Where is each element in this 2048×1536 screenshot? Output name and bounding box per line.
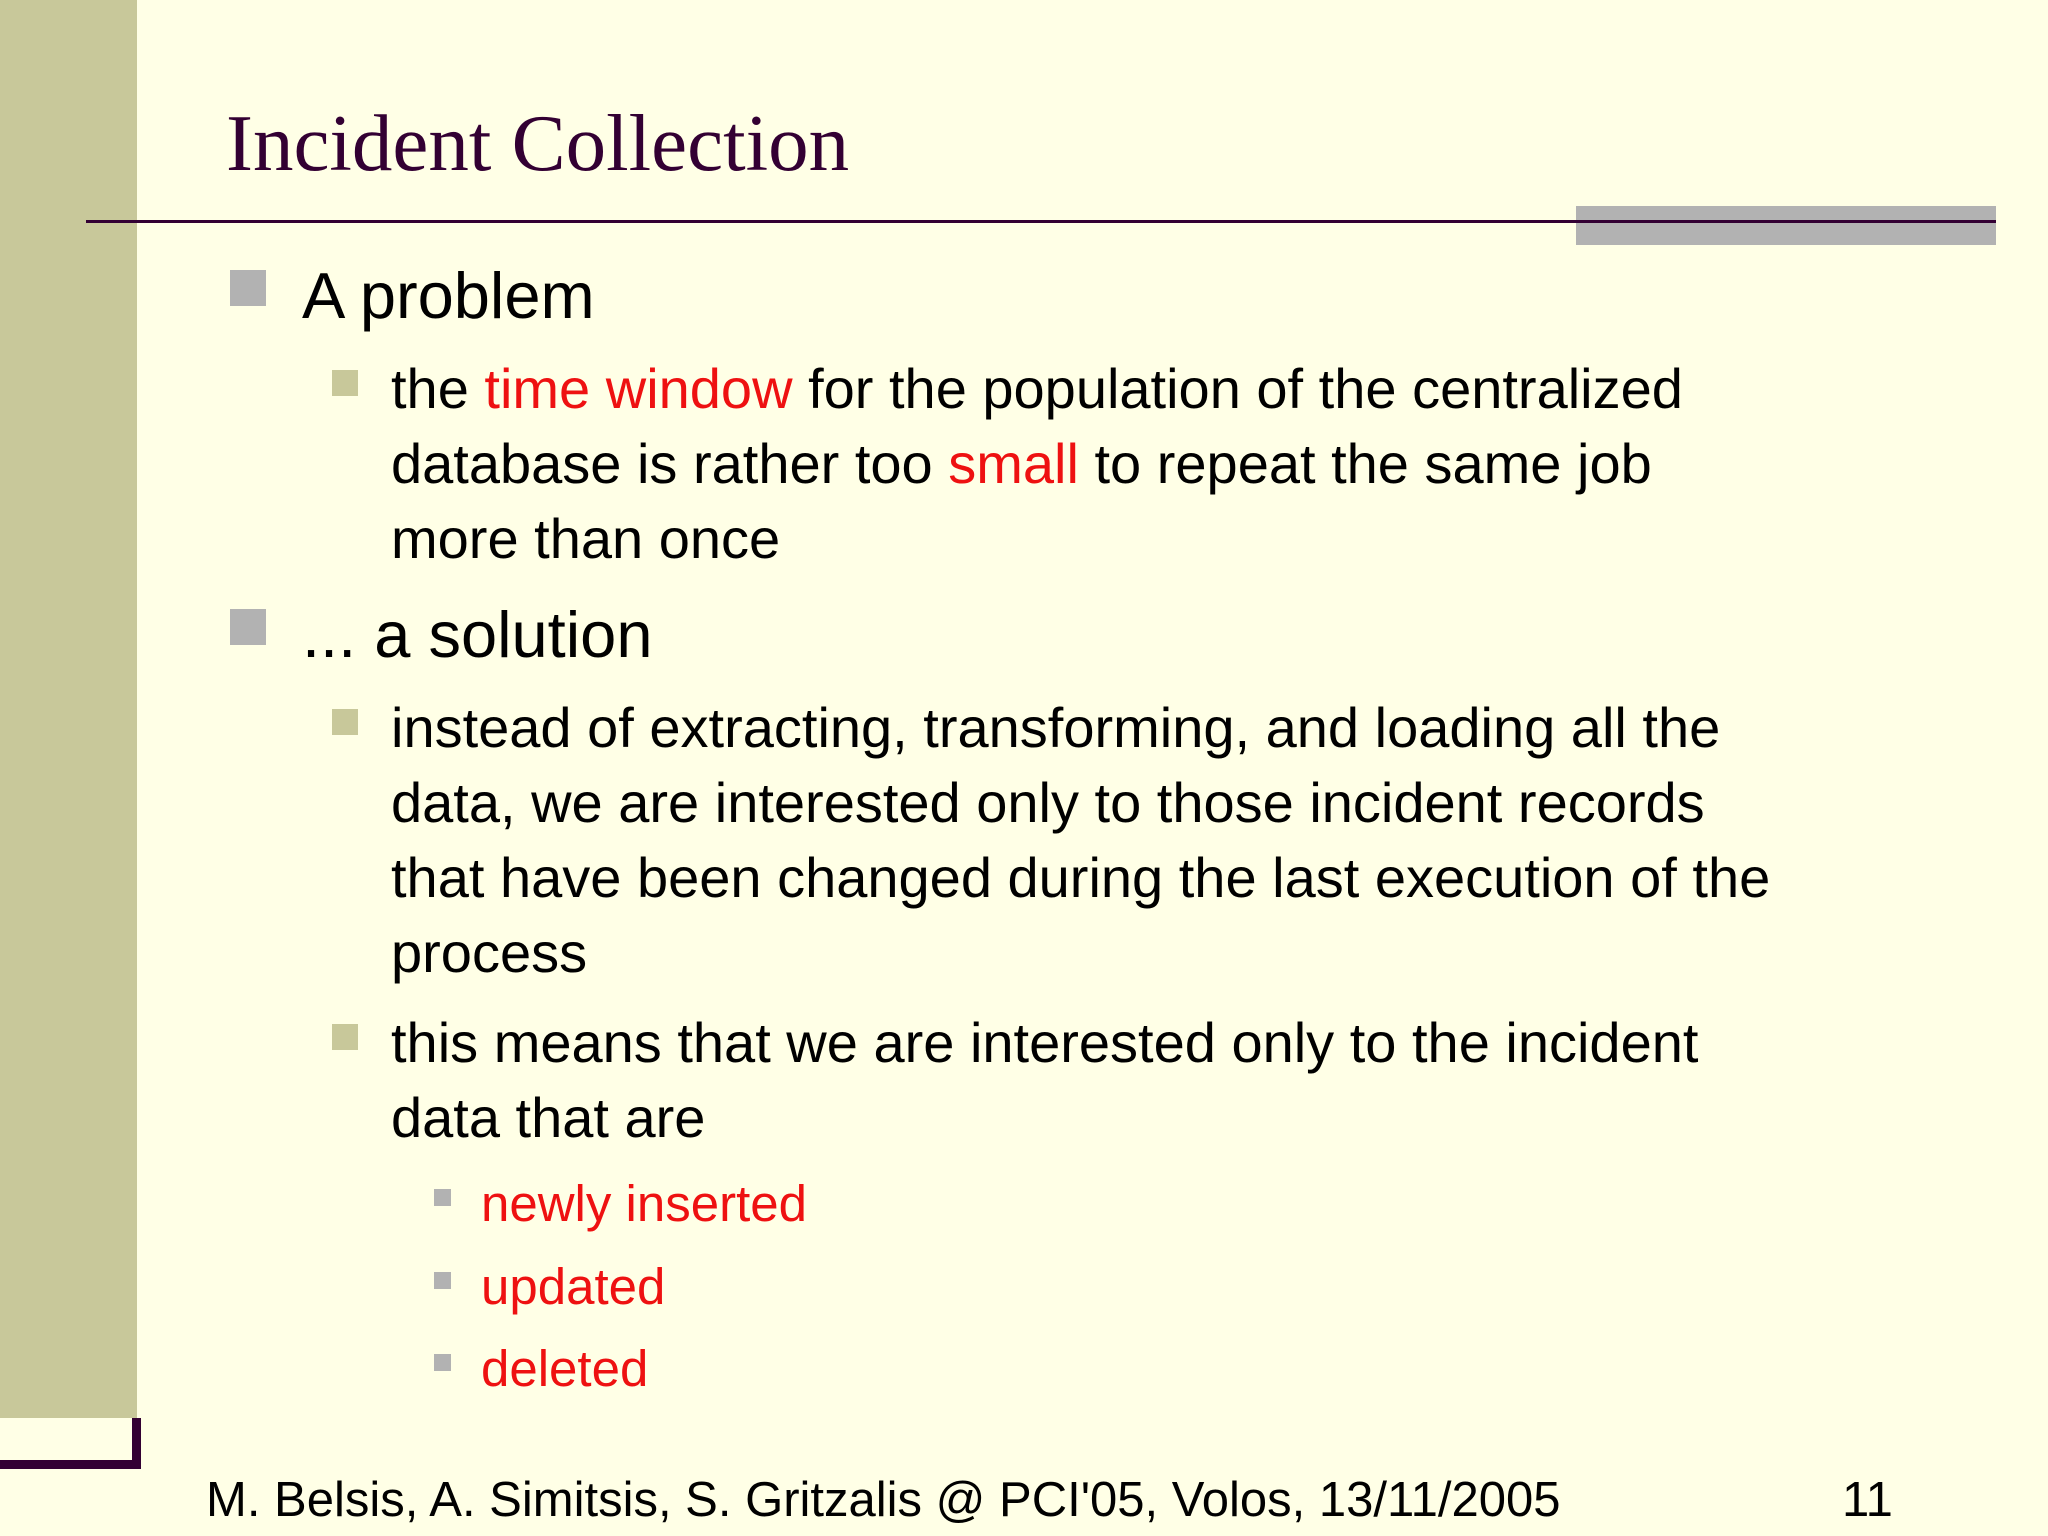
sub-bullet-means-line-1: this means that we are interested only to the incident — [391, 1011, 1699, 1074]
sub-bullet-square-icon — [332, 1024, 358, 1050]
sub-bullet-instead-line-1: instead of extracting, transforming, and loading all the — [391, 696, 1721, 759]
sub-bullet-square-icon — [332, 709, 358, 735]
slide-title: Incident Collection — [226, 98, 850, 188]
sub-sub-bullet-square-icon — [434, 1272, 451, 1289]
corner-bracket-vertical — [132, 1418, 141, 1469]
sub-sub-bullet-square-icon — [434, 1189, 451, 1206]
sub-bullet-time-window-line-2: database is rather too small to repeat the same job — [391, 432, 1652, 495]
sub-bullet-square-icon — [332, 370, 358, 396]
item-updated: updated — [481, 1258, 666, 1315]
left-decorative-bar — [0, 0, 137, 1418]
title-rule-accent — [1576, 206, 1996, 245]
sub-bullet-time-window-line-1: the time window for the population of the centralized — [391, 357, 1683, 420]
sub-bullet-time-window-line-3: more than once — [391, 507, 781, 570]
bullet-a-solution: ... a solution — [302, 598, 653, 671]
corner-bracket-horizontal — [0, 1460, 141, 1469]
sub-sub-bullet-square-icon — [434, 1354, 451, 1371]
item-newly-inserted: newly inserted — [481, 1175, 807, 1232]
highlight-small: small — [948, 432, 1079, 495]
sub-bullet-instead-line-2: data, we are interested only to those incident records — [391, 771, 1705, 834]
highlight-time-window: time window — [484, 357, 793, 420]
sub-bullet-instead-line-4: process — [391, 921, 588, 984]
sub-bullet-instead-line-3: that have been changed during the last execution of the — [391, 846, 1771, 909]
bullet-square-icon — [230, 609, 266, 645]
page-number: 11 — [1842, 1473, 1893, 1527]
title-rule-accent-line — [1576, 220, 1996, 223]
bullet-a-problem: A problem — [302, 259, 595, 332]
sub-bullet-means-line-2: data that are — [391, 1086, 706, 1149]
bullet-square-icon — [230, 270, 266, 306]
slide-footer: M. Belsis, A. Simitsis, S. Gritzalis @ PCI'05, Volos, 13/11/2005 — [206, 1473, 1561, 1527]
item-deleted: deleted — [481, 1340, 649, 1397]
